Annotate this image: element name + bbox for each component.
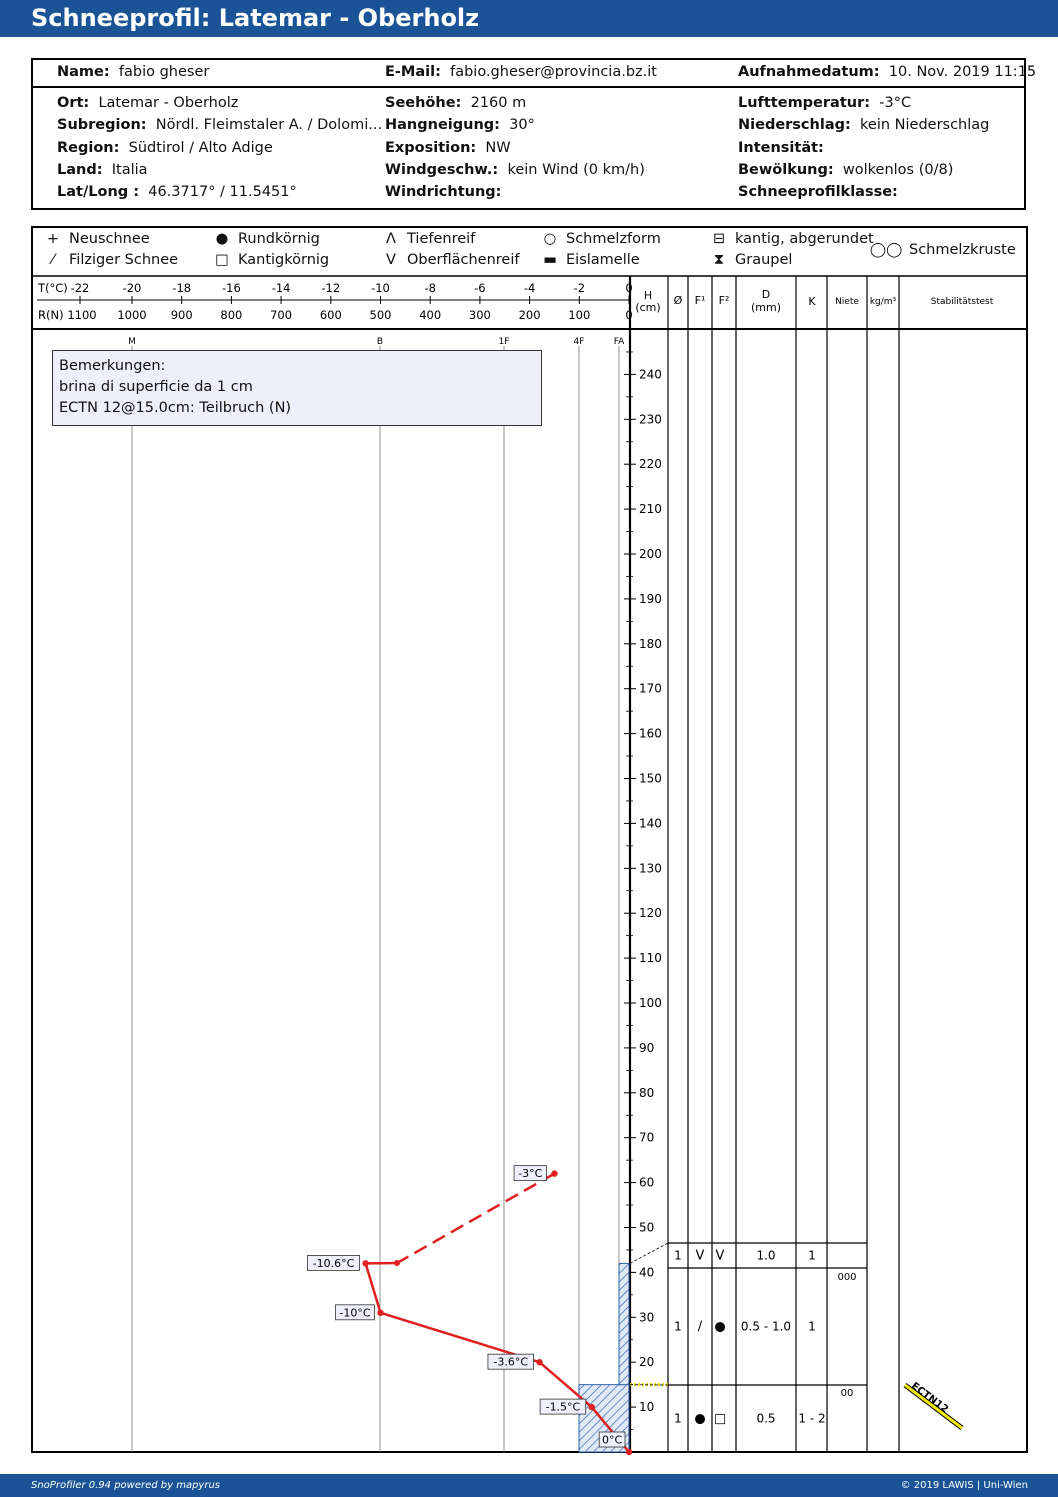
r-tick-label: 900 bbox=[170, 308, 193, 322]
t-axis-label: T(°C) bbox=[38, 281, 68, 295]
height-tick-label: 70 bbox=[639, 1130, 655, 1145]
niete-value: 000 bbox=[837, 1272, 857, 1283]
niete-value: 00 bbox=[840, 1388, 854, 1399]
temperature-point bbox=[362, 1260, 368, 1266]
ort-field: Ort: Latemar - Oberholz bbox=[57, 95, 239, 111]
layer-diam: 1 bbox=[674, 1411, 682, 1426]
profilklasse-field: Schneeprofilklasse: bbox=[738, 184, 898, 200]
layer-diam: 1 bbox=[674, 1319, 682, 1334]
r-tick-label: 1100 bbox=[67, 308, 97, 322]
slash-icon: ⁄ bbox=[51, 252, 55, 268]
col-d-unit: (mm) bbox=[750, 301, 782, 314]
footer-copyright: © 2019 LAWIS | Uni-Wien bbox=[900, 1480, 1028, 1491]
layer-rows bbox=[630, 1243, 867, 1427]
remarks-title: Bemerkungen: bbox=[59, 358, 166, 374]
bar-icon: ▬ bbox=[543, 252, 557, 268]
height-tick-label: 120 bbox=[639, 906, 662, 921]
temperature-point bbox=[394, 1260, 400, 1266]
height-tick-label: 150 bbox=[639, 771, 662, 786]
height-tick-label: 230 bbox=[639, 412, 662, 427]
footer-software: SnoProfiler 0.94 powered by mapyrus bbox=[31, 1480, 221, 1491]
region-field: Region: Südtirol / Alto Adige bbox=[57, 140, 273, 156]
temperature-point bbox=[589, 1404, 595, 1410]
height-tick-label: 30 bbox=[639, 1310, 655, 1325]
bewoelkung-field: Bewölkung: wolkenlos (0/8) bbox=[738, 162, 954, 178]
t-tick-label: -18 bbox=[172, 281, 192, 295]
height-tick-label: 140 bbox=[639, 816, 662, 831]
r-tick-label: 600 bbox=[319, 308, 342, 322]
stability-test-marker bbox=[905, 1381, 962, 1428]
hardness-tick-label: FA bbox=[613, 337, 625, 347]
t-tick-label: -16 bbox=[222, 281, 241, 295]
h-axis-unit: (cm) bbox=[635, 301, 661, 314]
lufttemp-field: Lufttemperatur: -3°C bbox=[738, 95, 912, 111]
remarks-line: brina di superficie da 1 cm bbox=[59, 379, 253, 395]
filled-circle-icon: ● bbox=[215, 231, 229, 247]
hardness-gridlines bbox=[128, 337, 625, 1452]
hardness-profile bbox=[579, 1263, 668, 1452]
height-tick-label: 50 bbox=[639, 1220, 655, 1235]
t-tick-label: 0 bbox=[625, 281, 633, 295]
layer-grain-size: 1.0 bbox=[756, 1248, 776, 1263]
grain-legend bbox=[31, 226, 1026, 276]
r-tick-label: 500 bbox=[369, 308, 392, 322]
layer-k: 1 bbox=[808, 1319, 816, 1334]
t-tick-label: -6 bbox=[474, 281, 486, 295]
subregion-field: Subregion: Nördl. Fleimstaler A. / Dolomi... bbox=[57, 117, 383, 133]
legend-rundkoernig: ● Rundkörnig bbox=[212, 231, 320, 247]
temperature-point bbox=[626, 1449, 632, 1455]
t-tick-label: -8 bbox=[424, 281, 436, 295]
windgeschw-field: Windgeschw.: kein Wind (0 km/h) bbox=[385, 162, 645, 178]
t-tick-label: -14 bbox=[271, 281, 291, 295]
r-tick-label: 200 bbox=[518, 308, 541, 322]
temperature-profile bbox=[307, 1166, 632, 1456]
t-tick-label: -10 bbox=[371, 281, 390, 295]
legend-schmelzkruste: ◯◯ Schmelzkruste bbox=[869, 242, 1016, 258]
t-tick-label: -20 bbox=[122, 281, 142, 295]
page-title: Schneeprofil: Latemar - Oberholz bbox=[31, 4, 480, 32]
height-tick-label: 40 bbox=[639, 1265, 655, 1280]
layer-grain-size: 0.5 bbox=[756, 1411, 776, 1426]
layer-diam: 1 bbox=[674, 1248, 682, 1263]
legend-kantigkoernig: □ Kantigkörnig bbox=[212, 252, 329, 268]
remarks-line: ECTN 12@15.0cm: Teilbruch (N) bbox=[59, 400, 292, 416]
niederschlag-field: Niederschlag: kein Niederschlag bbox=[738, 117, 990, 133]
col-f2-header: F² bbox=[718, 294, 730, 307]
col-d-header: D bbox=[761, 288, 771, 301]
remarks-box bbox=[52, 350, 542, 426]
col-k-header: K bbox=[808, 295, 816, 308]
height-tick-label: 180 bbox=[639, 636, 662, 651]
height-tick-label: 90 bbox=[639, 1040, 655, 1055]
height-tick-label: 200 bbox=[639, 547, 662, 561]
temperature-label: -3.6°C bbox=[493, 1355, 529, 1369]
height-tick-label: 100 bbox=[639, 996, 662, 1010]
layer-k: 1 - 2 bbox=[798, 1411, 826, 1426]
footer-bar bbox=[0, 1474, 1058, 1497]
axis-ticks bbox=[67, 281, 632, 322]
r-axis-label: R(N) bbox=[38, 308, 64, 322]
height-tick-label: 80 bbox=[639, 1085, 655, 1100]
height-tick-label: 160 bbox=[639, 726, 662, 741]
legend-graupel: ⧗ Graupel bbox=[709, 252, 792, 268]
plus-icon: + bbox=[46, 231, 60, 247]
exposition-field: Exposition: NW bbox=[385, 140, 511, 156]
temperature-air-line bbox=[397, 1174, 554, 1263]
v-icon: V bbox=[386, 252, 396, 268]
double-circle-icon: ◯◯ bbox=[869, 242, 903, 258]
height-tick-label: 110 bbox=[639, 951, 662, 966]
height-tick-label: 190 bbox=[639, 591, 662, 606]
latlong-field: Lat/Long : 46.3717° / 11.5451° bbox=[57, 184, 297, 200]
temperature-label: -10.6°C bbox=[312, 1256, 355, 1270]
legend-kantig-abgerundet: ⊟ kantig, abgerundet bbox=[709, 231, 874, 247]
layer-grain-f2: V bbox=[715, 1248, 725, 1264]
t-tick-label: -4 bbox=[523, 281, 536, 295]
hardness-tick-label: 4F bbox=[573, 337, 585, 347]
caret-up-icon: Λ bbox=[386, 231, 396, 247]
intensitaet-field: Intensität: bbox=[738, 140, 824, 156]
legend-filziger: ⁄ Filziger Schnee bbox=[43, 252, 178, 268]
hardness-tick-label: 1F bbox=[498, 337, 510, 347]
rounded-square-icon: ⊟ bbox=[712, 231, 726, 247]
col-niete-header: Niete bbox=[835, 297, 859, 307]
height-tick-label: 210 bbox=[639, 502, 662, 517]
legend-neuschnee: + Neuschnee bbox=[43, 231, 150, 247]
col-density-header: kg/m³ bbox=[869, 297, 897, 307]
circle-icon: ○ bbox=[543, 231, 557, 247]
email-field: E-Mail: fabio.gheser@provincia.bz.it bbox=[385, 64, 657, 80]
legend-schmelzform: ○ Schmelzform bbox=[540, 231, 661, 247]
height-tick-label: 220 bbox=[639, 457, 662, 472]
height-tick-label: 10 bbox=[639, 1400, 655, 1415]
t-tick-label: -2 bbox=[573, 281, 586, 295]
height-tick-label: 170 bbox=[639, 681, 662, 696]
col-diam-header: Ø bbox=[673, 294, 683, 307]
height-tick-label: 130 bbox=[639, 861, 662, 876]
r-tick-label: 700 bbox=[270, 308, 293, 322]
r-tick-label: 100 bbox=[568, 308, 591, 322]
t-tick-label: -22 bbox=[70, 281, 90, 295]
column-lines bbox=[630, 276, 899, 1452]
name-field: Name: fabio gheser bbox=[57, 64, 210, 80]
temperature-label: -3°C bbox=[518, 1167, 543, 1181]
r-tick-label: 0 bbox=[625, 308, 633, 322]
layer-grain-size: 0.5 - 1.0 bbox=[740, 1319, 792, 1334]
height-tick-label: 20 bbox=[639, 1355, 655, 1370]
layer-grain-f2: ● bbox=[714, 1319, 726, 1335]
legend-oberflaechenreif: V Oberflächenreif bbox=[381, 252, 520, 268]
square-icon: □ bbox=[215, 252, 229, 268]
h-axis-label: H bbox=[643, 289, 653, 302]
seehoehe-field: Seehöhe: 2160 m bbox=[385, 95, 527, 111]
height-tick-label: 240 bbox=[639, 367, 662, 382]
r-tick-label: 1000 bbox=[117, 308, 147, 322]
temperature-label: -1.5°C bbox=[545, 1400, 581, 1414]
r-tick-label: 400 bbox=[419, 308, 442, 322]
hangneigung-field: Hangneigung: 30° bbox=[385, 117, 535, 133]
legend-tiefenreif: Λ Tiefenreif bbox=[381, 231, 475, 247]
temperature-point bbox=[551, 1170, 557, 1176]
hardness-layer bbox=[619, 1263, 629, 1384]
layer-connector bbox=[630, 1243, 668, 1263]
legend-eislamelle: ▬ Eislamelle bbox=[540, 252, 640, 268]
temperature-label: 0°C bbox=[602, 1433, 623, 1447]
temperature-label: -10°C bbox=[339, 1306, 371, 1320]
col-f1-header: F¹ bbox=[694, 294, 706, 307]
hardness-tick-label: M bbox=[128, 337, 136, 347]
date-field: Aufnahmedatum: 10. Nov. 2019 11:15 bbox=[738, 64, 1037, 80]
windrichtung-field: Windrichtung: bbox=[385, 184, 502, 200]
graupel-icon: ⧗ bbox=[713, 252, 725, 268]
temperature-point bbox=[536, 1359, 542, 1365]
layer-grain-f1: ● bbox=[694, 1411, 706, 1427]
col-stability-header: Stabilitätstest bbox=[930, 297, 994, 307]
layer-grain-f1: V bbox=[695, 1248, 705, 1264]
land-field: Land: Italia bbox=[57, 162, 148, 178]
height-tick-label: 60 bbox=[639, 1175, 655, 1190]
layer-k: 1 bbox=[808, 1248, 816, 1263]
r-tick-label: 300 bbox=[468, 308, 491, 322]
temperature-point bbox=[377, 1310, 383, 1316]
layer-grain-f1: / bbox=[697, 1319, 703, 1335]
t-tick-label: -12 bbox=[321, 281, 341, 295]
r-tick-label: 800 bbox=[220, 308, 243, 322]
layer-grain-f2: □ bbox=[713, 1411, 727, 1427]
hardness-tick-label: B bbox=[376, 337, 384, 347]
stability-test-label: ECTN12 bbox=[908, 1380, 951, 1416]
